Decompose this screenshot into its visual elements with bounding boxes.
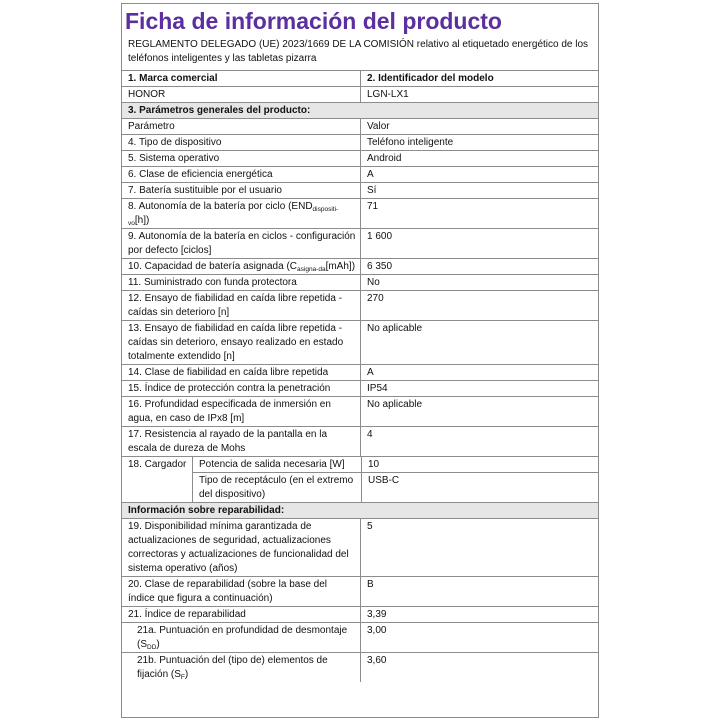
subscript: F xyxy=(180,674,185,681)
parameter-label: 15. Índice de protección contra la penetración xyxy=(122,381,361,396)
charger-label: 18. Cargador xyxy=(122,457,193,502)
page-title: Ficha de información del producto xyxy=(125,8,502,34)
table-row xyxy=(122,606,598,622)
charger-parameter-group xyxy=(122,457,362,502)
parameter-label: 10. Capacidad de batería asignada $(C_{asigna-da}[mAh])$ xyxy=(122,259,361,274)
parameter-label: 17. Resistencia al rayado de la pantalla en la escala de dureza de Mohs xyxy=(122,427,361,456)
table-row xyxy=(122,182,598,198)
table-row xyxy=(122,150,598,166)
subscript: DD xyxy=(147,644,157,651)
parameter-label: 14. Clase de fiabilidad en caída libre repetida xyxy=(122,365,361,380)
parameter-value: 3,39 xyxy=(367,609,387,620)
parameter-label: 16. Profundidad especificada de inmersión en agua, en caso de IPx8 [m] xyxy=(122,397,361,426)
parameter-value: No aplicable xyxy=(367,399,423,410)
table-row xyxy=(122,198,598,228)
parameter-value: Sí xyxy=(367,185,377,196)
parameter-label: 21. Índice de reparabilidad xyxy=(122,607,361,622)
table-row xyxy=(122,166,598,182)
table-row xyxy=(122,518,598,576)
section-3-heading-row xyxy=(122,102,598,118)
charger-values xyxy=(362,457,598,502)
parameter-label: 6. Clase de eficiencia energética xyxy=(122,167,361,182)
charger-receptacle-value: USB-C xyxy=(362,472,598,488)
parameter-value: No xyxy=(367,277,380,288)
table-row xyxy=(122,364,598,380)
parameter-label: 8. Autonomía de la batería por ciclo $(END_{dispositi-vo}[h])$ xyxy=(122,199,361,228)
parameter-value: Android xyxy=(367,153,402,164)
parameter-label: 7. Batería sustituible por el usuario xyxy=(122,183,361,198)
parameter-value: 4 xyxy=(367,429,373,440)
parameter-label: 20. Clase de reparabilidad (sobre la base del índice que figura a continuación) xyxy=(122,577,361,606)
parameter-label: 21b. Puntuación del (tipo de) elementos de fijación $(S_F)$ xyxy=(122,653,361,682)
model-value: LGN-LX1 xyxy=(367,89,409,100)
table-row xyxy=(122,396,598,426)
brand-value: HONOR xyxy=(122,87,361,102)
parameter-value: B xyxy=(367,579,374,590)
parameter-value: 1 600 xyxy=(367,231,393,242)
parameter-value: 5 xyxy=(367,521,373,532)
repairability-heading: Información sobre reparabilidad: xyxy=(128,505,285,516)
table-row xyxy=(122,274,598,290)
parameter-value: No aplicable xyxy=(367,323,423,334)
column-header-row xyxy=(122,118,598,134)
parameter-label: 12. Ensayo de fiabilidad en caída libre repetida - caídas sin deterioro [n] xyxy=(122,291,361,320)
table-row xyxy=(122,320,598,364)
charger-receptacle-label: Tipo de receptáculo (en el extremo del dispositivo) xyxy=(193,472,361,502)
parameter-value: 6 350 xyxy=(367,261,393,272)
parameter-value: IP54 xyxy=(367,383,388,394)
parameter-label: 5. Sistema operativo xyxy=(122,151,361,166)
parameter-label: 9. Autonomía de la batería en ciclos - configuración por defecto [ciclos] xyxy=(122,229,361,258)
parameter-value: 71 xyxy=(367,201,379,212)
charger-sub-labels xyxy=(193,457,361,502)
column-header-value: Valor xyxy=(367,121,390,132)
table-row xyxy=(122,290,598,320)
parameter-label: 21a. Puntuación en profundidad de desmontaje $(S_{DD})$ xyxy=(122,623,361,652)
model-label: 2. Identificador del modelo xyxy=(367,73,494,84)
parameter-label: 11. Suministrado con funda protectora xyxy=(122,275,361,290)
repairability-heading-row xyxy=(122,502,598,518)
section-3-heading: 3. Parámetros generales del producto: xyxy=(128,105,311,116)
table-row xyxy=(122,258,598,274)
column-header-parameter: Parámetro xyxy=(122,119,361,134)
subscript: dispositi-vo xyxy=(128,206,339,227)
brand-model-header-row xyxy=(122,70,598,86)
product-information-sheet xyxy=(121,3,599,718)
brand-label: 1. Marca comercial xyxy=(122,71,361,86)
parameter-value: 270 xyxy=(367,293,384,304)
charger-power-value: 10 xyxy=(368,459,380,470)
table-row xyxy=(122,134,598,150)
parameter-label: 19. Disponibilidad mínima garantizada de actualizaciones de seguridad, actualizaciones correctoras y actualizaciones de funcionalidad del sistema operativo (años) xyxy=(122,519,361,576)
parameter-value: A xyxy=(367,367,374,378)
table-row xyxy=(122,426,598,456)
parameter-value: 3,60 xyxy=(367,655,387,666)
table-row xyxy=(122,622,598,652)
table-row xyxy=(122,576,598,606)
parameter-label: 4. Tipo de dispositivo xyxy=(122,135,361,150)
table-row xyxy=(122,228,598,258)
charger-power-label: Potencia de salida necesaria [W] xyxy=(199,459,345,470)
parameter-value: Teléfono inteligente xyxy=(367,137,454,148)
table-row xyxy=(122,380,598,396)
parameter-value: A xyxy=(367,169,374,180)
parameter-value: 3,00 xyxy=(367,625,387,636)
regulation-subtitle: REGLAMENTO DELEGADO (UE) 2023/1669 DE LA COMISIÓN relativo al etiquetado energético de los teléfonos inteligentes y las tabletas pizarra xyxy=(128,39,589,64)
subscript: asigna-da xyxy=(297,266,326,273)
table-row xyxy=(122,652,598,682)
brand-model-value-row xyxy=(122,86,598,102)
parameter-label: 13. Ensayo de fiabilidad en caída libre repetida - caídas sin deterioro, ensayo realizado en estado totalmente extendido [n] xyxy=(122,321,361,364)
charger-row xyxy=(122,456,598,502)
